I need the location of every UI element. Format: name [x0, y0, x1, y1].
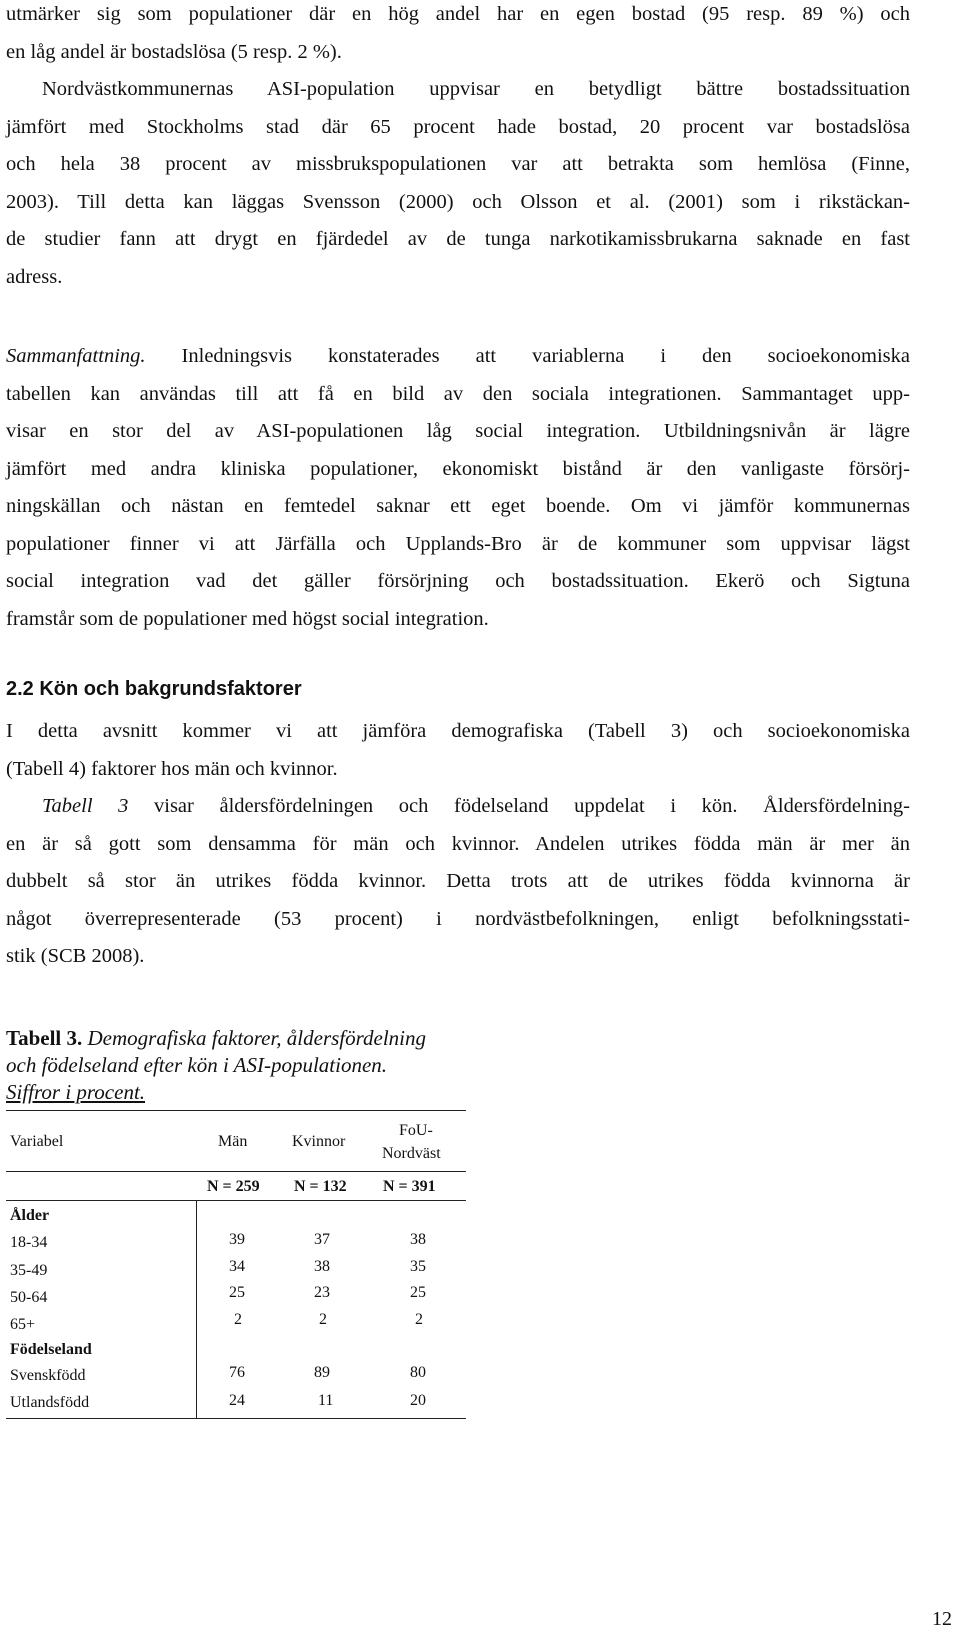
text-line: en är så gott som densamma för män och kvinnor. Andelen utrikes födda män är mer än — [6, 832, 910, 855]
text-line — [6, 788, 910, 826]
row-value-kvinnor: 37 — [314, 1231, 330, 1248]
row-label: 50-64 — [10, 1289, 48, 1306]
text-line: social integration vad det gäller försörjning och bostadssituation. Ekerö och Sigtuna — [6, 570, 910, 592]
text-fragment: visar åldersfördelningen och födelseland uppdelat i kön. Åldersfördelning- — [128, 795, 910, 817]
text-line: stik (SCB 2008). — [6, 945, 145, 967]
text-line: Nordvästkommunernas ASI-population uppvisar en betydligt bättre bostadssituation — [42, 78, 910, 100]
row-value-total: 35 — [410, 1258, 426, 1275]
paragraph-summary — [6, 338, 910, 638]
row-value-man: 34 — [229, 1258, 245, 1275]
text-line: visar en stor del av ASI-populationen låg social integration. Utbildningsnivån är lägre — [6, 420, 910, 442]
text-line: en låg andel är bostadslösa (5 resp. 2 %). — [6, 40, 342, 63]
page-number: 12 — [932, 1608, 952, 1630]
row-value-kvinnor: 23 — [314, 1284, 330, 1301]
text-line: de studier fann att drygt en fjärdedel av de tunga narkotikamissbrukarna saknade en fast — [6, 228, 910, 250]
text-line: ningskällan och nästan en femtedel saknar ett eget boende. Om vi jämför kommunernas — [6, 495, 910, 517]
row-label: Svenskfödd — [10, 1367, 86, 1384]
row-value-kvinnor: 2 — [319, 1311, 327, 1328]
text-line: I detta avsnitt kommer vi att jämföra demografiska (Tabell 3) och socioekonomiska — [6, 720, 910, 742]
text-line — [6, 338, 910, 376]
text-line: och hela 38 procent av missbrukspopulationen var att betrakta som hemlösa (Finne, — [6, 153, 910, 175]
row-label: 35-49 — [10, 1262, 48, 1279]
row-value-man: 2 — [234, 1311, 242, 1328]
header-kvinnor: Kvinnor — [292, 1133, 346, 1150]
section-heading — [6, 678, 302, 701]
section-paragraph-1 — [6, 713, 910, 788]
text-line: dubbelt så stor än utrikes födda kvinnor. Detta trots att de utrikes födda kvinnorna är — [6, 870, 910, 892]
row-value-total: 25 — [410, 1284, 426, 1301]
group-title-alder: Ålder — [10, 1207, 50, 1224]
n-total: N = 391 — [383, 1178, 436, 1195]
row-value-total: 38 — [410, 1231, 426, 1248]
text-line: jämfört med andra kliniska populationer, ekonomiskt bistånd är den vanligaste försörj- — [6, 457, 910, 480]
row-label: 65+ — [10, 1316, 36, 1333]
table-vertical-rule — [196, 1200, 197, 1418]
n-kvinnor: N = 132 — [294, 1178, 347, 1195]
table-caption — [6, 1025, 566, 1106]
table-caption-line1: Demografiska faktorer, åldersfördelning — [82, 1026, 427, 1050]
text-line: något överrepresenterade (53 procent) i nordvästbefolkningen, enligt befolkningsstati- — [6, 907, 910, 930]
table-caption-line2: och födelseland efter kön i ASI-populationen. — [6, 1053, 388, 1077]
text-line: 2003). Till detta kan läggas Svensson (2000) och Olsson et al. (2001) som i rikstäckan- — [6, 190, 910, 213]
text-line: (Tabell 4) faktorer hos män och kvinnor. — [6, 757, 338, 780]
row-value-total: 80 — [410, 1364, 426, 1381]
row-value-total: 20 — [410, 1392, 426, 1409]
section-heading-text: 2.2 Kön och bakgrundsfaktorer — [6, 678, 302, 700]
section-paragraph-2 — [6, 788, 910, 976]
summary-lead: Sammanfattning. — [6, 345, 146, 367]
text-line: tabellen kan användas till att få en bild av den sociala integrationen. Sammantaget upp- — [6, 382, 910, 405]
row-value-man: 25 — [229, 1284, 245, 1301]
row-value-man: 24 — [229, 1392, 245, 1409]
table-caption-line3: Siffror i procent. — [6, 1080, 146, 1104]
table-rule-top — [6, 1110, 466, 1111]
text-line: adress. — [6, 265, 63, 288]
row-value-total: 2 — [415, 1311, 423, 1328]
header-nordvast: Nordväst — [382, 1145, 441, 1162]
paragraph-2 — [6, 71, 910, 296]
row-label: Utlandsfödd — [10, 1394, 90, 1411]
n-man: N = 259 — [207, 1178, 260, 1195]
text-line: framstår som de populationer med högst social integration. — [6, 607, 489, 630]
row-label: 18-34 — [10, 1234, 48, 1251]
row-value-kvinnor: 38 — [314, 1258, 330, 1275]
table-reference: Tabell 3 — [42, 795, 129, 817]
header-fou: FoU- — [399, 1122, 433, 1139]
row-value-kvinnor: 89 — [314, 1364, 330, 1381]
row-value-man: 76 — [229, 1364, 245, 1381]
header-man: Män — [218, 1133, 248, 1150]
row-value-man: 39 — [229, 1231, 245, 1248]
row-value-kvinnor: 11 — [318, 1392, 334, 1409]
table-rule-header — [6, 1171, 466, 1172]
text-line: utmärker sig som populationer där en hög andel har en egen bostad (95 resp. 89 %) och — [6, 3, 910, 25]
table-rule-n — [6, 1200, 466, 1201]
summary-text: Inledningsvis konstaterades att variablerna i den socioekonomiska — [145, 345, 910, 367]
table-rule-bottom — [6, 1418, 466, 1419]
group-title-fodelseland: Födelseland — [10, 1341, 92, 1358]
paragraph-1 — [6, 0, 910, 71]
table-caption-label: Tabell 3. — [6, 1026, 83, 1050]
text-line: populationer finner vi att Järfälla och Upplands-Bro är de kommuner som uppvisar lägst — [6, 532, 910, 555]
text-line: jämfört med Stockholms stad där 65 procent hade bostad, 20 procent var bostadslösa — [6, 115, 910, 138]
header-variabel: Variabel — [10, 1133, 64, 1150]
